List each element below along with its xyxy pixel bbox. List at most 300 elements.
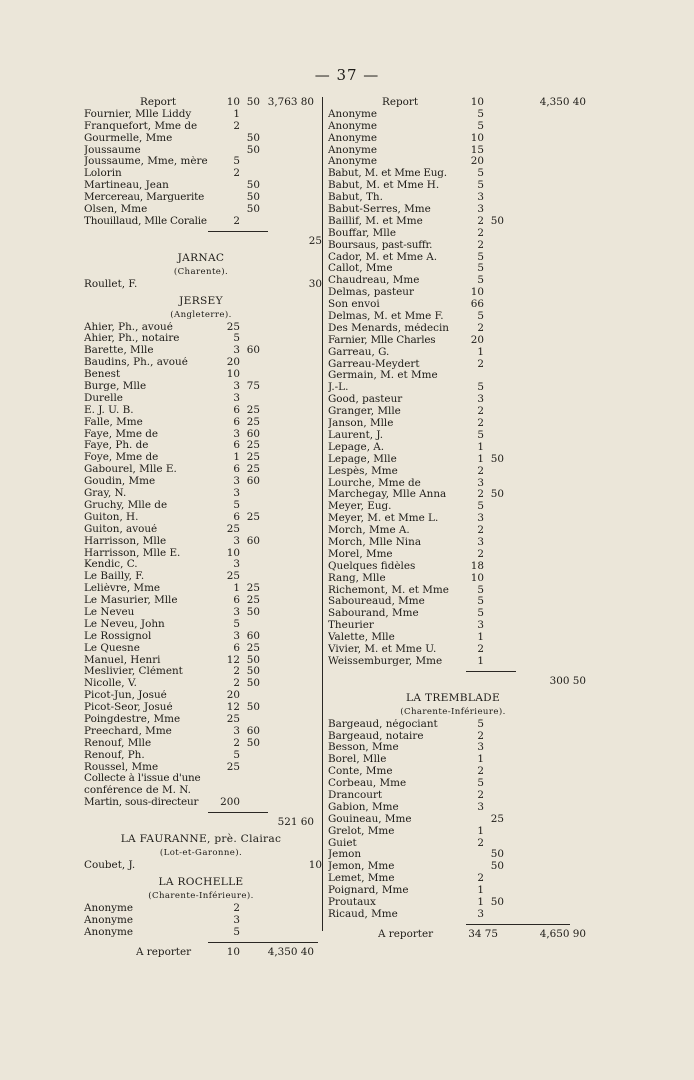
list-item	[328, 478, 578, 490]
donor-name: Ahier, Ph., notaire	[84, 333, 180, 345]
amount-francs: 6	[233, 594, 240, 607]
list-item	[328, 537, 578, 549]
amount-centimes: 25	[246, 439, 260, 452]
amount-francs: 5	[233, 925, 240, 938]
amount-francs: 5	[477, 777, 484, 790]
amount-francs: 25	[226, 712, 240, 725]
donor-name: Olsen, Mme	[84, 204, 148, 216]
report-units: 10	[470, 96, 484, 108]
amount-centimes: 25	[246, 403, 260, 416]
list-item	[84, 180, 318, 192]
list-item	[328, 909, 578, 921]
donor-name: Quelques fidèles	[328, 560, 416, 572]
donor-name: Roussel, Mme	[84, 761, 159, 773]
donor-name: Guiton, H.	[84, 511, 139, 523]
donor-name: Morch, Mlle Nina	[328, 536, 422, 548]
donor-name: Lolorin	[84, 168, 122, 180]
donor-name: conférence de M. N.	[84, 785, 191, 797]
donor-name: Proutaux	[328, 897, 376, 908]
list-item	[84, 524, 318, 536]
carry-total: 4,650 90	[539, 927, 586, 940]
list-item	[328, 156, 578, 168]
list-item	[84, 655, 318, 667]
list-item	[84, 357, 318, 369]
list-item	[84, 714, 318, 726]
list-item	[328, 585, 578, 597]
section-region: (Charente).	[173, 266, 229, 277]
donor-name: Rang, Mlle	[328, 572, 386, 584]
donor-name: J.-L.	[328, 382, 349, 394]
list-item	[328, 216, 578, 228]
amount-francs: 2	[477, 214, 484, 227]
amount-francs: 3	[233, 629, 240, 642]
amount-francs: 3	[233, 391, 240, 404]
amount-francs: 3	[233, 380, 240, 393]
amount-francs: 2	[477, 226, 484, 239]
section-title: LA FAURANNE, prè. Clairac	[120, 832, 282, 845]
amount-francs: 2	[477, 238, 484, 251]
list-item	[328, 897, 578, 909]
donor-name: Anonyme	[328, 120, 378, 132]
carry-label: A reporter	[378, 928, 434, 940]
list-item	[328, 861, 578, 873]
donor-name: Gabourel, Mlle E.	[84, 464, 177, 476]
report-row	[84, 97, 318, 109]
amount-francs: 10	[470, 131, 484, 144]
list-item	[84, 277, 322, 291]
amount-francs: 20	[470, 333, 484, 346]
donor-name: Picot-Jun, Josué	[84, 690, 167, 702]
donor-name: Jemon, Mme	[328, 861, 395, 873]
list-item	[84, 903, 318, 915]
donor-name: Faye, Ph. de	[84, 440, 149, 452]
amount-francs: 1	[477, 896, 484, 908]
donor-name: Saboureaud, Mme	[328, 596, 425, 608]
list-item	[328, 596, 578, 608]
list-item	[84, 536, 318, 548]
donor-name: Gray, N.	[84, 488, 127, 500]
list-item	[328, 742, 578, 754]
amount-francs: 6	[233, 510, 240, 523]
amount-francs: 3	[233, 427, 240, 440]
list-item	[84, 915, 318, 927]
list-item	[328, 145, 578, 157]
list-item	[84, 607, 318, 619]
donor-name: Cador, M. et Mme A.	[328, 251, 438, 263]
donor-name: Baudins, Ph., avoué	[84, 357, 188, 369]
list-item	[328, 430, 578, 442]
amount-centimes: 50	[246, 191, 260, 204]
amount-francs: 5	[477, 717, 484, 730]
report-label: Report	[382, 97, 419, 108]
donor-name: Guiton, avoué	[84, 523, 158, 535]
donor-name: Lepage, Mlle	[328, 453, 397, 465]
donor-name: Boursaus, past-suffr.	[328, 239, 433, 251]
carry-row	[84, 947, 318, 959]
list-item	[84, 440, 318, 452]
donor-name: Lespès, Mme	[328, 465, 398, 477]
donor-name: Franquefort, Mme de	[84, 120, 198, 132]
list-item	[84, 927, 318, 939]
amount-francs: 5	[477, 310, 484, 323]
amount-francs: 3	[477, 907, 484, 920]
donor-name: Gouineau, Mme	[328, 813, 412, 825]
donor-name: Bargeaud, notaire	[328, 730, 424, 742]
list-item	[84, 643, 318, 655]
donor-name: Lelièvre, Mme	[84, 583, 161, 595]
list-item	[328, 644, 578, 656]
donor-name: Meslivier, Clément	[84, 666, 183, 678]
donor-name: Le Neveu	[84, 606, 135, 618]
list-item	[328, 766, 578, 778]
amount-francs: 5	[477, 167, 484, 180]
list-item	[84, 773, 318, 785]
donor-name: Lepage, A.	[328, 441, 385, 453]
amount-francs: 5	[477, 500, 484, 513]
donor-name: Richemont, M. et Mme	[328, 584, 449, 596]
donor-name: Ricaud, Mme	[328, 908, 398, 920]
donor-name: Picot-Seor, Josué	[84, 702, 173, 714]
list-item	[84, 762, 318, 774]
donor-name: Joussaume, Mme, mère	[84, 156, 208, 168]
donor-name: Anonyme	[328, 144, 378, 156]
amount-francs: 12	[226, 653, 240, 666]
subtotal-row	[84, 817, 318, 829]
amount-francs: 18	[470, 559, 484, 572]
section-region: (Charente-Inférieure).	[148, 890, 254, 901]
donor-name: Kendic, C.	[84, 559, 138, 571]
donor-name: Garreau, G.	[328, 346, 390, 358]
list-item	[84, 216, 318, 228]
list-item	[328, 287, 578, 299]
amount-francs: 5	[477, 179, 484, 192]
amount-francs: 5	[477, 595, 484, 608]
carry-row	[328, 927, 586, 941]
amount-francs: 1	[477, 824, 484, 837]
donor-name: Des Menards, médecin	[328, 322, 449, 334]
donor-name: Good, pasteur	[328, 394, 403, 406]
donor-name: Bouffar, Mlle	[328, 227, 397, 239]
amount-francs: 3	[233, 558, 240, 571]
section-total: 30	[308, 277, 322, 290]
list-item	[328, 133, 578, 145]
section-title: JARNAC	[177, 251, 225, 264]
section-region: (Charente-Inférieure).	[400, 706, 506, 717]
list-item	[328, 454, 578, 466]
amount-centimes: 60	[246, 427, 260, 440]
list-item	[328, 608, 578, 620]
list-item	[328, 394, 578, 406]
list-item	[328, 335, 578, 347]
list-item	[84, 405, 318, 417]
donor-name: Le Bailly, F.	[84, 571, 145, 583]
donor-name: Foye, Mme de	[84, 452, 159, 464]
donor-name: Harrisson, Mlle E.	[84, 547, 181, 559]
donor-name: Gruchy, Mlle de	[84, 499, 168, 511]
amount-francs: 1	[477, 452, 484, 465]
amount-francs: 6	[233, 463, 240, 476]
left-column	[84, 96, 322, 958]
amount-francs: 5	[233, 332, 240, 345]
amount-francs: 66	[470, 298, 484, 311]
donor-name: Benest	[84, 369, 121, 381]
amount-francs: 15	[470, 143, 484, 156]
amount-francs: 3	[233, 344, 240, 357]
amount-centimes: 25	[246, 463, 260, 476]
donor-name: Renouf, Mlle	[84, 737, 152, 749]
list-item	[84, 583, 318, 595]
donor-name: Ahier, Ph., avoué	[84, 321, 173, 333]
amount-francs: 2	[477, 547, 484, 560]
donor-name: Le Rossignol	[84, 630, 152, 642]
list-item	[84, 690, 318, 702]
list-item	[328, 347, 578, 359]
list-item	[328, 632, 578, 644]
donor-name: Martineau, Jean	[84, 180, 169, 192]
donor-name: Le Neveu, John	[84, 618, 165, 630]
amount-francs: 10	[470, 571, 484, 584]
amount-francs: 5	[477, 583, 484, 596]
list-item	[84, 369, 318, 381]
list-item	[84, 797, 318, 809]
list-item	[328, 489, 578, 501]
amount-centimes: 60	[246, 724, 260, 737]
donor-name: Poingdestre, Mme	[84, 713, 181, 725]
list-item	[328, 204, 578, 216]
donor-name: Gourmelle, Mme	[84, 132, 173, 144]
report-total: 4,350 40	[539, 96, 586, 108]
amount-centimes: 50	[246, 677, 260, 690]
list-item	[84, 726, 318, 738]
donor-name: Jemon	[328, 849, 362, 861]
amount-francs: 3	[477, 741, 484, 754]
subtotal: 25	[308, 234, 322, 247]
amount-centimes: 25	[246, 510, 260, 523]
donor-name: Burge, Mlle	[84, 381, 147, 393]
donor-name: Babut, M. et Mme H.	[328, 180, 440, 192]
list-item	[328, 561, 578, 573]
amount-centimes: 60	[246, 475, 260, 488]
amount-francs: 3	[233, 475, 240, 488]
list-item	[328, 802, 578, 814]
amount-centimes: 25	[246, 641, 260, 654]
amount-centimes: 50	[490, 848, 504, 861]
amount-francs: 5	[233, 155, 240, 168]
donor-name: Durelle	[84, 392, 123, 404]
amount-francs: 1	[477, 631, 484, 644]
donor-name: Son envoi	[328, 299, 380, 311]
amount-francs: 1	[233, 582, 240, 595]
rule	[328, 668, 578, 676]
donor-name: Roullet, F.	[84, 278, 138, 290]
amount-francs: 1	[233, 107, 240, 120]
list-item	[84, 464, 318, 476]
donor-name: Thouillaud, Mlle Coralie	[84, 215, 207, 227]
list-item	[84, 476, 318, 488]
amount-francs: 5	[477, 274, 484, 287]
section-title: LA TREMBLADE	[406, 691, 500, 704]
list-item	[84, 619, 318, 631]
amount-centimes: 50	[490, 488, 504, 501]
donor-name: Martin, sous-directeur	[84, 797, 199, 809]
amount-francs: 5	[477, 428, 484, 441]
amount-centimes: 50	[246, 653, 260, 666]
donor-name: Anonyme	[328, 108, 378, 120]
donor-name: Le Quesne	[84, 642, 140, 654]
report-units: 10	[226, 96, 240, 108]
donor-name: Anonyme	[84, 902, 134, 914]
list-item	[328, 323, 578, 335]
list-item	[84, 192, 318, 204]
amount-francs: 20	[226, 689, 240, 702]
amount-centimes: 50	[246, 701, 260, 714]
list-item	[328, 168, 578, 180]
amount-francs: 5	[233, 617, 240, 630]
list-item	[328, 849, 578, 861]
donor-name: Meyer, Eug.	[328, 501, 392, 513]
donor-name: Lourche, Mme de	[328, 477, 421, 489]
amount-centimes: 60	[246, 534, 260, 547]
list-item	[84, 738, 318, 750]
donor-name: Preechard, Mme	[84, 725, 172, 737]
donor-name: Goudin, Mme	[84, 476, 156, 488]
donor-name: Callot, Mme	[328, 263, 393, 275]
amount-francs: 6	[233, 439, 240, 452]
list-item	[328, 814, 578, 826]
donor-name: Borel, Mlle	[328, 754, 387, 766]
list-item	[328, 719, 578, 731]
amount-francs: 20	[470, 155, 484, 168]
donor-name: Anonyme	[328, 156, 378, 168]
report-label: Report	[140, 97, 177, 108]
donor-name: Meyer, M. et Mme L.	[328, 513, 439, 525]
donor-name: Theurier	[328, 620, 374, 632]
list-item	[328, 778, 578, 790]
list-item	[328, 418, 578, 430]
amount-francs: 1	[477, 753, 484, 766]
list-item	[328, 873, 578, 885]
donor-name: Garreau-Meydert	[328, 358, 420, 370]
donor-name: E. J. U. B.	[84, 404, 134, 416]
donor-name: Morch, Mme A.	[328, 525, 410, 537]
amount-centimes: 50	[246, 203, 260, 216]
donor-name: Sabourand, Mme	[328, 608, 419, 620]
donor-name: Guiet	[328, 837, 357, 849]
donor-name: Weissemburger, Mme	[328, 655, 443, 667]
amount-francs: 3	[233, 724, 240, 737]
amount-centimes: 50	[246, 143, 260, 156]
list-item	[84, 678, 318, 690]
amount-centimes: 25	[246, 582, 260, 595]
donor-name: Conte, Mme	[328, 766, 393, 778]
donor-name: Corbeau, Mme	[328, 778, 407, 790]
amount-francs: 5	[233, 498, 240, 511]
amount-francs: 12	[226, 701, 240, 714]
amount-francs: 5	[477, 607, 484, 620]
list-item	[328, 406, 578, 418]
list-item	[328, 382, 578, 394]
amount-francs: 3	[233, 913, 240, 926]
list-item	[84, 512, 318, 524]
list-item	[84, 204, 318, 216]
amount-francs: 1	[233, 451, 240, 464]
list-item	[328, 466, 578, 478]
amount-francs: 3	[477, 203, 484, 216]
amount-francs: 2	[477, 524, 484, 537]
donor-name: Gabion, Mme	[328, 801, 399, 813]
amount-centimes: 50	[490, 452, 504, 465]
amount-francs: 2	[477, 729, 484, 742]
amount-francs: 2	[233, 736, 240, 749]
amount-centimes: 50	[246, 736, 260, 749]
column-divider	[322, 97, 323, 931]
list-item	[328, 299, 578, 311]
donor-name: Morel, Mme	[328, 548, 393, 560]
list-item	[328, 370, 578, 382]
section-total: 10	[308, 858, 322, 871]
list-item	[328, 656, 578, 668]
amount-francs: 25	[226, 522, 240, 535]
list-item	[328, 731, 578, 743]
donor-name: Farnier, Mlle Charles	[328, 334, 436, 346]
list-item	[84, 133, 318, 145]
amount-francs: 10	[226, 546, 240, 559]
donor-name: Drancourt	[328, 789, 383, 801]
amount-francs: 2	[233, 901, 240, 914]
list-item	[84, 666, 318, 678]
amount-francs: 25	[226, 760, 240, 773]
list-item	[328, 826, 578, 838]
list-item	[84, 488, 318, 500]
list-item	[84, 452, 318, 464]
amount-francs: 3	[477, 393, 484, 406]
amount-centimes: 50	[490, 214, 504, 227]
donor-name: Mercereau, Marguerite	[84, 192, 205, 204]
section-title: LA ROCHELLE	[158, 875, 244, 888]
amount-francs: 5	[477, 107, 484, 120]
donor-name: Vivier, M. et Mme U.	[328, 643, 437, 655]
list-item	[84, 750, 318, 762]
amount-francs: 10	[470, 286, 484, 299]
list-item	[84, 548, 318, 560]
donor-name: Babut, Th.	[328, 192, 383, 204]
list-item	[328, 573, 578, 585]
list-item	[328, 180, 578, 192]
amount-francs: 2	[477, 872, 484, 885]
list-item	[328, 252, 578, 264]
donor-name: Grelot, Mme	[328, 825, 395, 837]
list-item	[84, 595, 318, 607]
donor-name: Granger, Mlle	[328, 406, 401, 418]
list-item	[84, 858, 322, 872]
amount-francs: 6	[233, 641, 240, 654]
amount-francs: 2	[477, 417, 484, 430]
list-item	[84, 417, 318, 429]
carry-units: 34 75	[468, 927, 498, 940]
donor-name: Delmas, M. et Mme F.	[328, 311, 444, 323]
list-item	[84, 393, 318, 405]
amount-francs: 3	[477, 512, 484, 525]
donor-name: Barette, Mlle	[84, 345, 154, 357]
amount-francs: 6	[233, 415, 240, 428]
list-item	[84, 500, 318, 512]
amount-centimes: 25	[490, 812, 504, 825]
amount-centimes: 60	[246, 629, 260, 642]
carry-total: 4,350 40	[267, 945, 314, 958]
amount-centimes: 60	[246, 344, 260, 357]
page-number: — 37 —	[314, 66, 380, 84]
amount-francs: 2	[477, 642, 484, 655]
